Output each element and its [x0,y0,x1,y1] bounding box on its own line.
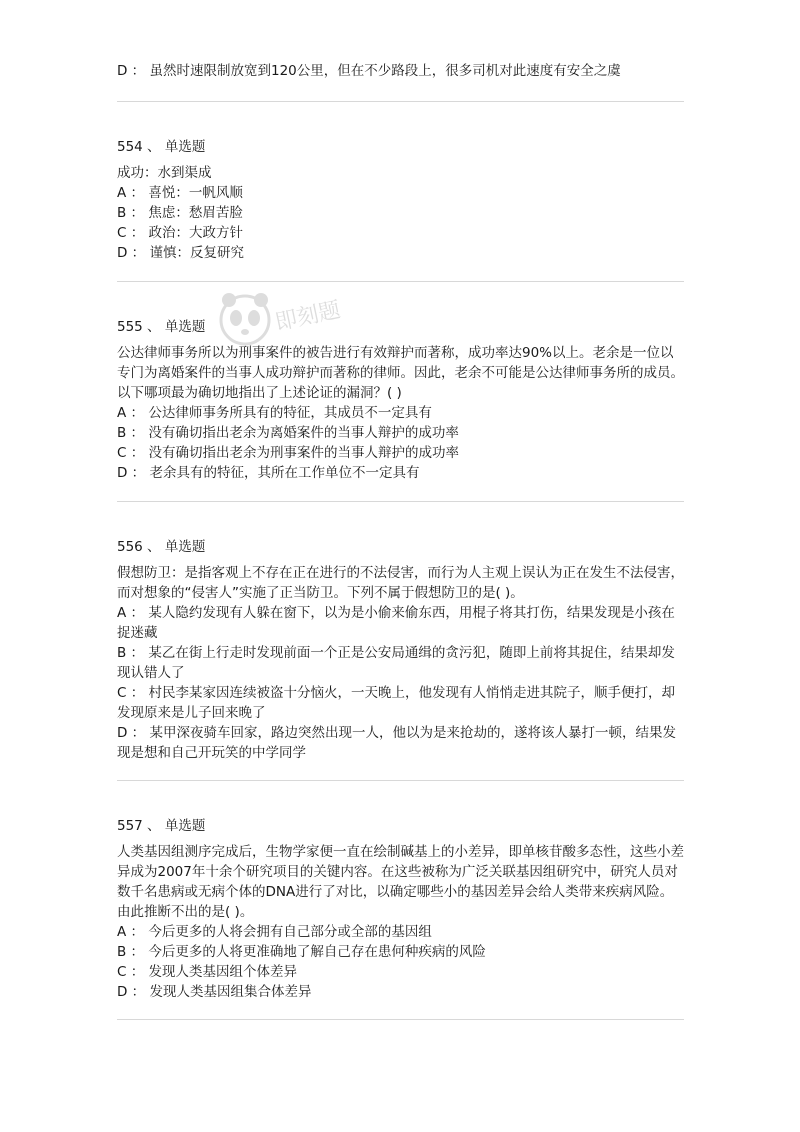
option-b: B ： 没有确切指出老余为离婚案件的当事人辩护的成功率 [117,425,459,441]
option-c: C ： 发现人类基因组个体差异 [117,964,298,980]
divider [117,780,684,781]
option-d: D ： 发现人类基因组集合体差异 [117,984,312,1000]
divider [117,501,684,502]
question-header: 556 、 单选题 [117,539,206,555]
question-stem: 公达律师事务所以为刑事案件的被告进行有效辩护而著称，成功率达90%以上。老余是一位以专门为离婚案件的当事人成功辩护而著称的律师。因此，老余不可能是公达律师事务所的成员。以下哪项最为确切地指出了上述论证的漏洞？( ) [117,345,684,401]
previous-question-option-d: D ： 虽然时速限制放宽到120公里，但在不少路段上，很多司机对此速度有安全之虞 [117,63,621,79]
question-stem: 假想防卫：是指客观上不存在正在进行的不法侵害，而行为人主观上误认为正在发生不法侵害，而对想象的“侵害人”实施了正当防卫。下列不属于假想防卫的是( )。 [117,565,684,601]
option-b: B ： 今后更多的人将更准确地了解自己存在患何种疾病的风险 [117,944,486,960]
question-554 [117,137,684,263]
question-stem: 人类基因组测序完成后，生物学家便一直在绘制碱基上的小差异，即单核苷酸多态性，这些小差异成为2007年十余个研究项目的关键内容。在这些被称为广泛关联基因组研究中，研究人员对数千名患病或无病个体的DNA进行了对比，以确定哪些小的基因差异会给人类带来疾病风险。由此推断不出的是( )。 [117,844,684,920]
question-556 [117,537,684,763]
svg-text:即刻题: 即刻题 [273,297,343,336]
option-c: C ： 村民李某家因连续被盗十分恼火，一天晚上，他发现有人悄悄走进其院子，顺手便打，却发现原来是儿子回来晚了 [117,685,676,721]
question-stem: 成功：水到渠成 [117,165,212,181]
divider [117,101,684,102]
option-c: C ： 没有确切指出老余为刑事案件的当事人辩护的成功率 [117,445,460,461]
option-d: D ： 某甲深夜骑车回家，路边突然出现一人，他以为是来抢劫的，遂将该人暴打一顿，结果发现是想和自己开玩笑的中学同学 [117,725,676,761]
option-d: D ： 谨慎：反复研究 [117,245,244,261]
option-d: D ： 老余具有的特征，其所在工作单位不一定具有 [117,465,420,481]
option-a: A ： 公达律师事务所具有的特征，其成员不一定具有 [117,405,432,421]
divider [117,1019,684,1020]
option-c: C ： 政治：大政方针 [117,225,244,241]
option-b: B ： 焦虑：愁眉苦脸 [117,205,243,221]
option-a: A ： 某人隐约发现有人躲在窗下，以为是小偷来偷东西，用棍子将其打伤，结果发现是小孩在捉迷藏 [117,605,675,641]
question-header: 555 、 单选题 [117,319,206,335]
option-a: A ： 喜悦：一帆风顺 [117,185,243,201]
option-b: B ： 某乙在街上行走时发现前面一个正是公安局通缉的贪污犯，随即上前将其捉住，结果却发现认错人了 [117,645,675,681]
divider [117,281,684,282]
question-header: 554 、 单选题 [117,139,206,155]
question-header: 557 、 单选题 [117,818,206,834]
question-555 [117,317,684,483]
option-a: A ： 今后更多的人将会拥有自己部分或全部的基因组 [117,924,432,940]
question-557 [117,816,684,1002]
